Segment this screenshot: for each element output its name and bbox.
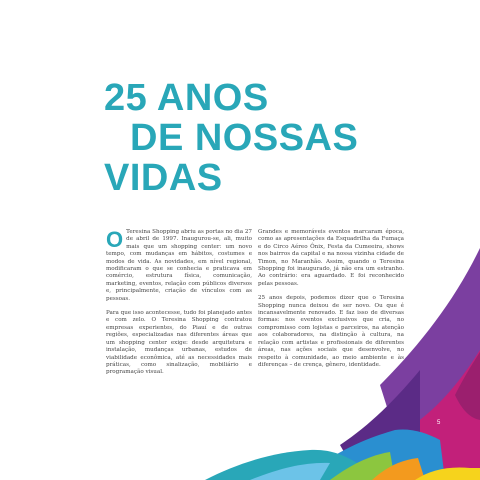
paragraph: Grandes e memoráveis eventos marcaram época, como as apresentações da Esquadrilha da Fumaça e do Circo Aéreo Ônix, Festa da Cumeeira, shows nos bairros da capital e na nossa vizinha cidade de Timon, no Maranhão. Assim, quando o Teresina Shopping foi inaugurado, já não era um estranho. Ao contrário: era aguardado. E foi reconhecido pelas pessoas. — [258, 229, 404, 287]
text-column-left — [106, 229, 252, 384]
paragraph: 25 anos depois, podemos dizer que o Teresina Shopping nunca deixou de ser novo. Ou que é incansavelmente renovado. E faz isso de diversas formas: nos eventos exclusivos que cria, no compromisso com lojistas e parceiros, na atenção aos colaboradores, na distinção à cultura, na relação com artistas e profissionais de diferentes áreas, nas ações sociais que desenvolve, no respeito à comunidade, ao meio ambiente e às diferenças – de crença, gênero, identidade. — [258, 295, 404, 368]
page-title — [104, 78, 358, 198]
title-line-2: DE NOSSAS — [130, 117, 359, 159]
paragraph — [106, 229, 252, 303]
page-number-text: 5 — [437, 420, 441, 426]
title-line-1: 25 ANOS — [104, 77, 269, 119]
title-line-3: VIDAS — [104, 157, 223, 199]
drop-cap: O — [106, 227, 124, 252]
text-column-right — [258, 229, 404, 376]
page-number — [437, 420, 440, 426]
paragraph: Para que isso acontecesse, tudo foi planejado antes e com zelo. O Teresina Shopping contratou empresas experientes, do Piauí e de outras regiões, especializadas nas diferentes áreas que um shopping center exige: desde arquitetura e instalação, mudanças urbanas, estudos de viabilidade econômica, até as necessidades mais práticas, como sinalização, mobiliário e programação visual. — [106, 310, 252, 376]
paragraph-text: Teresina Shopping abriu as portas no dia 27 de abril de 1997. Inaugurou-se, ali, muito mais que um shopping center: um novo tempo, com mudanças em hábitos, costumes e modos de vida. As novidades, em nível regional, modificaram o que se conhecia e praticava em comércio, estrutura física, comunicação, marketing, eventos, relação com públicos diversos e, principalmente, criação de vínculos com as pessoas. — [106, 229, 252, 302]
